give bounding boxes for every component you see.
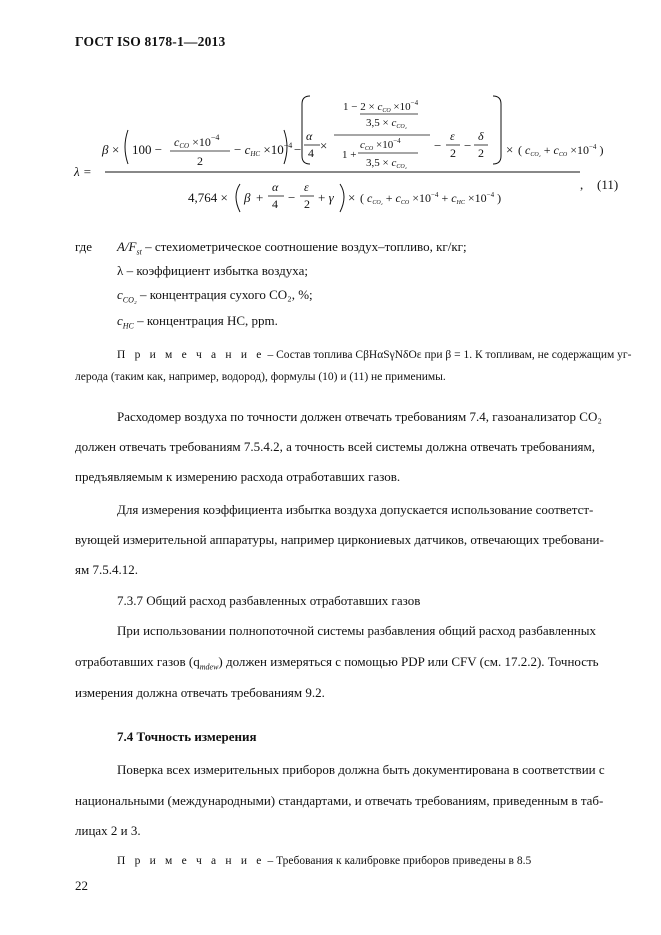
where-item-lambda: λ – коэффициент избытка воздуха; (117, 263, 308, 278)
svg-text:1 +: 1 + (342, 149, 357, 161)
formula-lambda: λ = (74, 164, 92, 179)
para-3-line-3: измерения должна отвечать требованиям 9.2. (75, 685, 325, 700)
svg-text:( cCO₂ + cCO ×10−4 + cHC ×10−4: ( cCO₂ + cCO $\times 10^{-4}$ + cHC $\times 10^{-4}$ ) (360, 191, 502, 206)
svg-text:×: × (506, 142, 514, 157)
svg-text:100 −: 100 − (132, 142, 163, 157)
section-7-3-7-heading: 7.3.7 Общий расход разбавленных отработавших газов (117, 593, 421, 608)
para-2-line-3: ям 7.5.4.12. (75, 562, 138, 577)
svg-text:β: β (244, 190, 251, 205)
para-3-line-2: отработавших газов $(q_{mdew})$ должен измеряться с помощью PDP или CFV (см. 17.2.2). Точность (75, 654, 599, 672)
svg-text:−: − (288, 190, 296, 205)
para-4-line-2: национальными (международными) стандартами, и отвечать требованиям, приведенным в таб- (75, 793, 604, 808)
document-header: ГОСТ ISO 8178-1—2013 (75, 34, 226, 49)
svg-text:2: 2 (450, 146, 456, 160)
svg-text:−: − (294, 142, 302, 157)
para-2-line-1: Для измерения коэффициента избытка воздуха допускается использование соответст- (117, 502, 594, 517)
note-2: П р и м е ч а н и е – Требования к калибровке приборов приведены в 8.5 (117, 855, 532, 867)
para-4-line-3: лицах 2 и 3. (75, 823, 141, 838)
svg-text:2: 2 (478, 146, 484, 160)
svg-text:α: α (272, 180, 279, 194)
svg-text:2: 2 (304, 197, 310, 211)
svg-text:cCO ×10−4: cCO $\times 10^{-4}$ (174, 133, 220, 150)
para-1-line-2: должен отвечать требованиям 7.5.4.2, а точность всей системы должна отвечать требованиям, (75, 439, 595, 454)
svg-text:×: × (348, 190, 356, 205)
note-1-line-1: П р и м е ч а н и е – Состав топлива CβHαSγNδOε при β = 1. К топливам, не содержащим уг- (117, 349, 632, 361)
note-1-line-2: лерода (таким как, например, водород), формулы (10) и (11) не применимы. (75, 371, 446, 383)
para-4-line-1: Поверка всех измерительных приборов должна быть документирована в соответствии с (117, 762, 605, 777)
svg-text:4: 4 (272, 197, 278, 211)
svg-text:2: 2 (197, 154, 203, 168)
svg-text:+: + (256, 190, 264, 205)
svg-text:+ γ: + γ (318, 190, 334, 205)
where-item-chc: $c_{HC}$ – концентрация HC, ppm. (117, 313, 278, 331)
svg-text:×: × (112, 142, 120, 157)
svg-text:1 − 2 × cCO ×10−4: 1 − 2 × cCO $\times 10^{-4}$ (343, 99, 419, 114)
svg-text:4: 4 (308, 146, 314, 160)
svg-text:4,764 ×: 4,764 × (188, 190, 228, 205)
para-2-line-2: вующей измерительной аппаратуры, например циркониевых датчиков, отвечающих требовани- (75, 532, 604, 547)
page-number: 22 (75, 878, 88, 893)
svg-text:( cCO₂ + cCO ×10−4 ): ( cCO₂ + cCO $\times 10^{-4}$ ) (518, 143, 604, 158)
formula-11 (70, 90, 630, 230)
svg-text:ε: ε (450, 129, 455, 143)
svg-text:×: × (320, 138, 328, 153)
para-1-line-3: предъявляемым к измерению расхода отработавших газов. (75, 469, 401, 484)
svg-text:β: β (102, 142, 109, 157)
svg-text:−: − (464, 138, 472, 153)
para-1-line-1: Расходомер воздуха по точности должен отвечать требованиям 7.4, газоанализатор CO₂ (117, 409, 602, 424)
svg-text:−: − (434, 138, 442, 153)
svg-text:3,5 × cCO₂: 3,5 × cCO₂ (366, 117, 407, 130)
svg-text:δ: δ (478, 129, 484, 143)
svg-text:α: α (306, 129, 313, 143)
svg-text:− cHC ×10−4: − cHC $\times 10^{-4}$ (234, 141, 293, 158)
formula-number: (11) (597, 177, 619, 192)
svg-text:cCO ×10−4: cCO $\times 10^{-4}$ (360, 137, 401, 152)
svg-text:3,5 × cCO₂: 3,5 × cCO₂ (366, 157, 407, 170)
svg-text:ε: ε (304, 180, 309, 194)
where-label: где (75, 239, 93, 254)
where-item-af: $A/F_{st}$ – стехиометрическое соотношение воздух–топливо, кг/кг; (117, 239, 467, 257)
formula-comma: , (580, 177, 584, 192)
section-7-4-heading: 7.4 Точность измерения (117, 729, 257, 744)
where-item-cco2: $c_{CO_2}$ – концентрация сухого CO₂, %; (117, 287, 313, 305)
para-3-line-1: При использовании полнопоточной системы разбавления общий расход разбавленных (117, 623, 596, 638)
